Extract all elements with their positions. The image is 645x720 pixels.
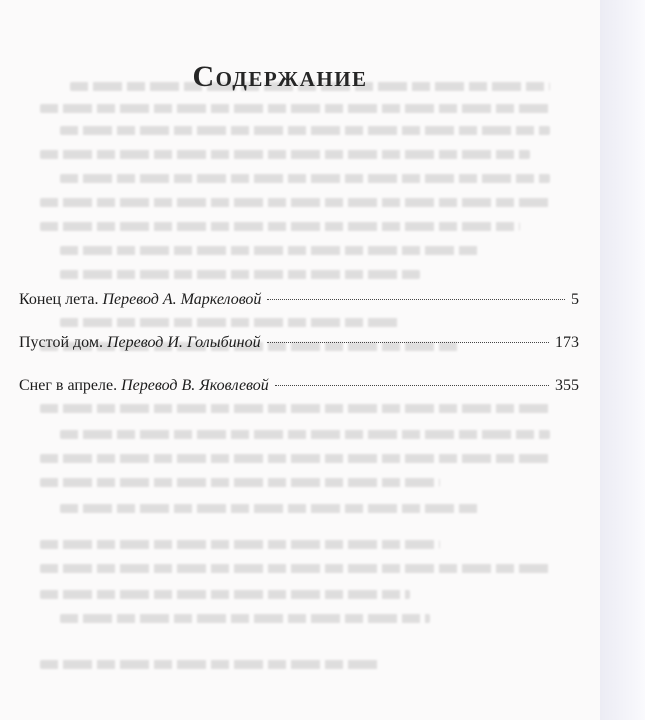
dot-leader: [267, 342, 549, 343]
toc-entry-title: Пустой дом.: [19, 334, 103, 351]
toc-entry-translator: Перевод В. Яковлевой: [121, 377, 269, 394]
toc-entry-translator: Перевод И. Голыбиной: [106, 334, 261, 351]
dot-leader: [275, 385, 549, 386]
toc-entry-title: Конец лета.: [19, 291, 99, 308]
page-edge-shadow: [600, 0, 645, 720]
toc-entry-translator: Перевод А. Маркеловой: [102, 291, 262, 308]
toc-entry-title: Снег в апреле.: [19, 377, 118, 394]
toc-entry: [19, 291, 579, 334]
toc-entry: [19, 334, 579, 377]
toc-entry-title-group: [19, 334, 261, 352]
contents-heading: Содержание: [192, 60, 368, 93]
toc-entry-page: 5: [571, 291, 579, 308]
toc-entry-page: 173: [555, 334, 579, 351]
toc-entry-title-group: [19, 291, 261, 309]
toc-entry-title-group: [19, 377, 269, 395]
dot-leader: [267, 299, 565, 300]
toc-entry-page: 355: [555, 377, 579, 394]
table-of-contents: [19, 291, 579, 420]
toc-entry: [19, 377, 579, 420]
